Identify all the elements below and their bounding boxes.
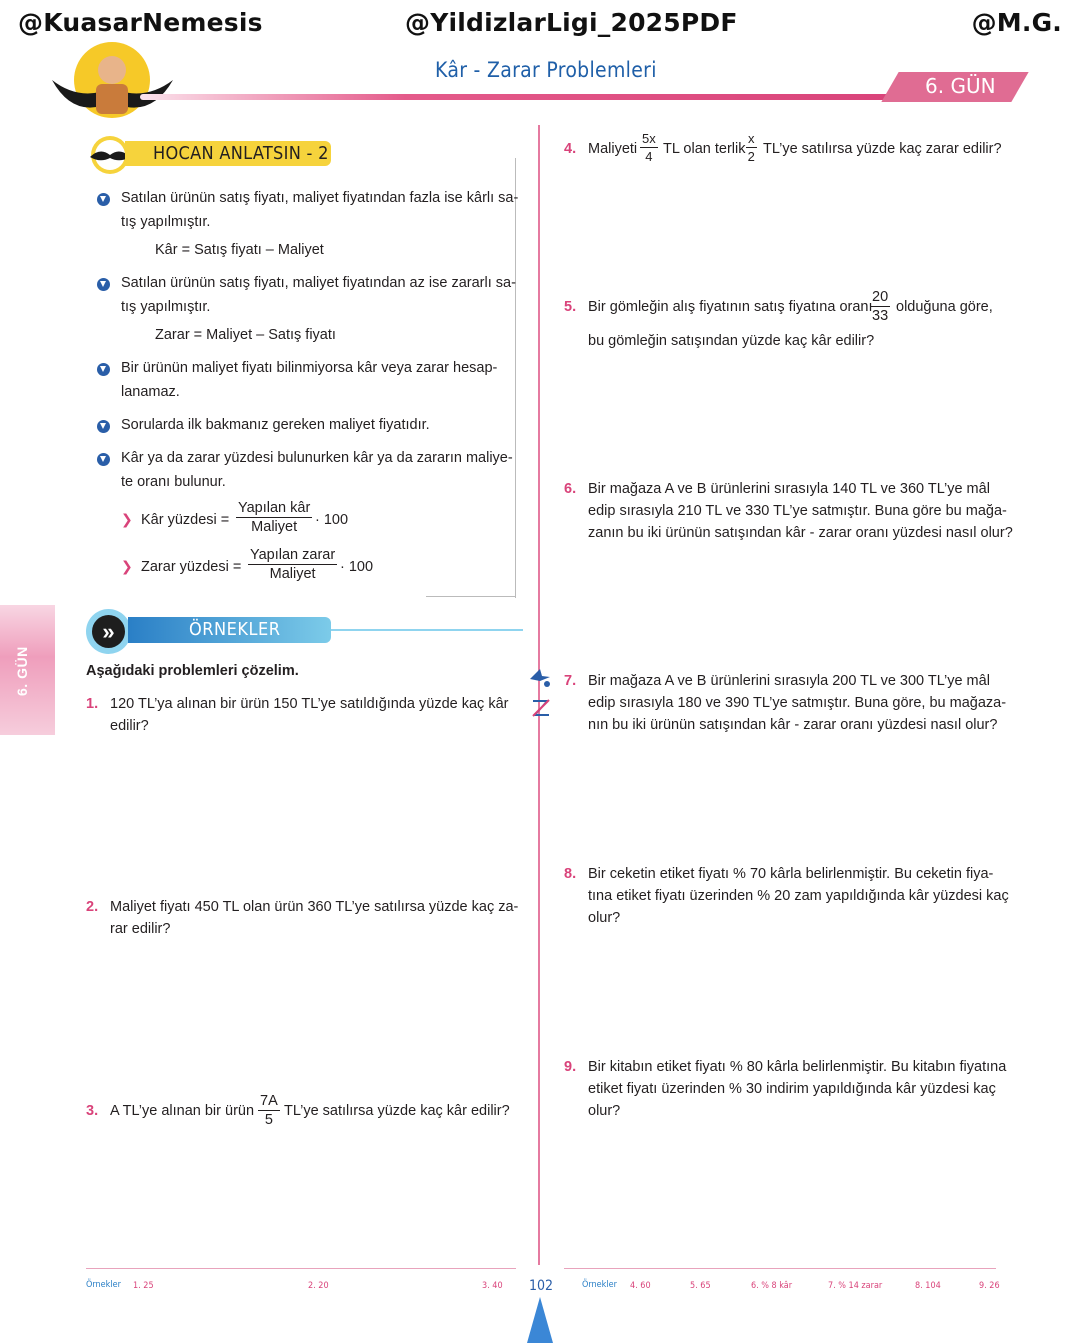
fraction-numerator: 20 [872, 289, 889, 305]
page-title: Kâr - Zarar Problemleri [435, 58, 657, 82]
question-9-line-1: Bir kitabın etiket fiyatı % 80 kârla belirlenmiştir. Bu kitabın fiyatına [588, 1059, 1007, 1075]
question-7-line-3: nın bu iki ürünün satışından kâr - zarar oranı yüzdesi nasıl olur? [588, 717, 998, 733]
z-logo-icon [530, 697, 552, 719]
fraction-denominator: 5 [264, 1112, 273, 1128]
question-4-text-start: Maliyeti [588, 141, 638, 157]
answer-6: 6. % 8 kâr [751, 1281, 793, 1291]
rule-1-line-1: Satılan ürünün satış fiyatı, maliyet fiyatından fazla ise kârlı sa- [121, 190, 519, 206]
box-border-right [515, 158, 516, 598]
question-9-number: 9. [564, 1059, 577, 1075]
answer-3: 3. 40 [482, 1281, 503, 1291]
answer-7: 7. % 14 zarar [828, 1281, 883, 1291]
watermark-left: @KuasarNemesis [18, 8, 263, 37]
question-5-line-2: bu gömleğin satışından yüzde kaç kâr edilir? [588, 333, 875, 349]
watermark-middle: @YildizlarLigi_2025PDF [405, 8, 738, 37]
question-1-number: 1. [86, 696, 99, 712]
answer-2: 2. 20 [308, 1281, 329, 1291]
question-6-number: 6. [564, 481, 577, 497]
kar-yuzdesi-label: Kâr yüzdesi = [141, 512, 230, 528]
question-8-number: 8. [564, 866, 577, 882]
day-tab-label: 6. GÜN [925, 74, 996, 98]
zarar-yuzdesi-multiplier: · 100 [340, 559, 374, 575]
answer-8: 8. 104 [915, 1281, 941, 1291]
question-2-line-2: rar edilir? [110, 921, 171, 937]
question-7-line-1: Bir mağaza A ve B ürünlerini sırasıyla 200 TL ve 300 TL’ye mâl [588, 673, 990, 689]
page-number: 102 [529, 1278, 554, 1294]
question-9-line-3: olur? [588, 1103, 621, 1119]
teacher-mascot-icon [50, 40, 175, 125]
rule-5-line-1: Kâr ya da zarar yüzdesi bulunurken kâr ya da zararın maliye- [121, 450, 513, 466]
question-5-text-start: Bir gömleğin alış fiyatının satış fiyatına oranı [588, 299, 873, 315]
ornekler-intro: Aşağıdaki problemleri çözelim. [86, 663, 299, 679]
question-2-line-1: Maliyet fiyatı 450 TL olan ürün 360 TL’ye satılırsa yüzde kaç za- [110, 899, 519, 915]
kar-yuzdesi-multiplier: · 100 [315, 512, 349, 528]
question-6-line-1: Bir mağaza A ve B ürünlerini sırasıyla 140 TL ve 360 TL’ye mâl [588, 481, 990, 497]
question-6-line-3: zanın bu iki ürünün satışından kâr - zarar oranı yüzdesi nasıl olur? [588, 525, 1013, 541]
question-8-line-3: olur? [588, 910, 621, 926]
question-8-line-1: Bir ceketin etiket fiyatı % 70 kârla belirlenmiştir. Bu ceketin fiya- [588, 866, 994, 882]
fraction-numerator: 7A [260, 1093, 278, 1109]
column-divider [538, 125, 540, 1265]
question-3-text-start: A TL’ye alınan bir ürün [110, 1103, 255, 1119]
fraction-denominator: 2 [747, 149, 755, 164]
fraction-denominator: Maliyet [269, 566, 316, 582]
question-4-fraction-1 [640, 131, 658, 164]
fraction-numerator: Yapılan kâr [238, 500, 311, 516]
rule-3-line-2: lanamaz. [121, 384, 180, 400]
question-9-line-2: etiket fiyatı üzerinden % 30 indirim yapıldığında kâr yüzdesi kaç [588, 1081, 996, 1097]
question-7-line-2: edip sırasıyla 180 ve 390 TL’ye satmıştır. Buna göre, bu mağaza- [588, 695, 1007, 711]
question-2-number: 2. [86, 899, 99, 915]
bullet-icon [97, 420, 110, 433]
question-5-fraction [870, 289, 890, 324]
zarar-formula: Zarar = Maliyet – Satış fiyatı [155, 327, 336, 343]
answer-4: 4. 60 [630, 1281, 651, 1291]
bullet-icon [97, 193, 110, 206]
header-line [140, 94, 900, 100]
question-8-line-2: tına etiket fiyatı üzerinden % 20 zam yapıldığında kâr yüzdesi kaç [588, 888, 1009, 904]
hocan-title: HOCAN ANLATSIN - 2 [153, 143, 329, 164]
rule-2-line-1: Satılan ürünün satış fiyatı, maliyet fiyatından az ise zararlı sa- [121, 275, 516, 291]
bullet-icon [97, 453, 110, 466]
ornekler-title: ÖRNEKLER [189, 619, 281, 640]
rule-3-line-1: Bir ürünün maliyet fiyatı bilinmiyorsa kâr veya zarar hesap- [121, 360, 498, 376]
question-4-number: 4. [564, 141, 577, 157]
fraction-denominator: 4 [645, 149, 653, 164]
kar-formula: Kâr = Satış fiyatı – Maliyet [155, 242, 324, 258]
box-border-bottom [426, 596, 516, 597]
question-3-fraction [258, 1093, 280, 1128]
fraction-denominator: 33 [872, 308, 889, 324]
answer-5: 5. 65 [690, 1281, 711, 1291]
bullet-icon [97, 278, 110, 291]
rule-5-line-2: te oranı bulunur. [121, 474, 226, 490]
bird-logo-icon [528, 665, 552, 689]
rule-4-line-1: Sorularda ilk bakmanız gereken maliyet fiyatıdır. [121, 417, 430, 433]
kar-yuzdesi-fraction [236, 500, 312, 535]
question-5-text-end: olduğuna göre, [896, 299, 993, 315]
arrow-icon: ❯ [121, 558, 133, 574]
question-4-text-end: TL’ye satılırsa yüzde kaç zarar edilir? [763, 141, 1002, 157]
question-4-text-mid: TL olan terlik [663, 141, 746, 157]
footer-line-right [564, 1268, 996, 1269]
rule-2-line-2: tış yapılmıştır. [121, 299, 211, 315]
fraction-denominator: Maliyet [251, 519, 298, 535]
double-chevron-icon: » [92, 615, 125, 648]
watermark-right: @M.G. [971, 8, 1062, 37]
fraction-numerator: 5x [642, 131, 656, 146]
question-3-text-end: TL’ye satılırsa yüzde kaç kâr edilir? [284, 1103, 510, 1119]
answer-1: 1. 25 [133, 1281, 154, 1291]
arrow-icon: ❯ [121, 511, 133, 527]
answers-label-left: Örnekler [86, 1280, 121, 1290]
zarar-yuzdesi-label: Zarar yüzdesi = [141, 559, 242, 575]
side-tab-label: 6. GÜN [14, 646, 30, 696]
rule-1-line-2: tış yapılmıştır. [121, 214, 211, 230]
question-6-line-2: edip sırasıyla 210 TL ve 330 TL’ye satmıştır. Buna göre bu mağa- [588, 503, 1007, 519]
fraction-numerator: Yapılan zarar [250, 547, 336, 563]
question-5-number: 5. [564, 299, 577, 315]
question-7-number: 7. [564, 673, 577, 689]
zarar-yuzdesi-fraction [248, 547, 337, 582]
question-1-line-2: edilir? [110, 718, 149, 734]
answer-9: 9. 26 [979, 1281, 1000, 1291]
answers-label-right: Örnekler [582, 1280, 617, 1290]
fraction-numerator: x [748, 131, 755, 146]
question-4-fraction-2 [746, 131, 757, 164]
ornekler-line [331, 629, 523, 631]
question-1-line-1: 120 TL’ya alınan bir ürün 150 TL’ye satıldığında yüzde kaç kâr [110, 696, 509, 712]
page-marker [527, 1297, 553, 1343]
bullet-icon [97, 363, 110, 376]
question-3-number: 3. [86, 1103, 99, 1119]
footer-line-left [86, 1268, 516, 1269]
